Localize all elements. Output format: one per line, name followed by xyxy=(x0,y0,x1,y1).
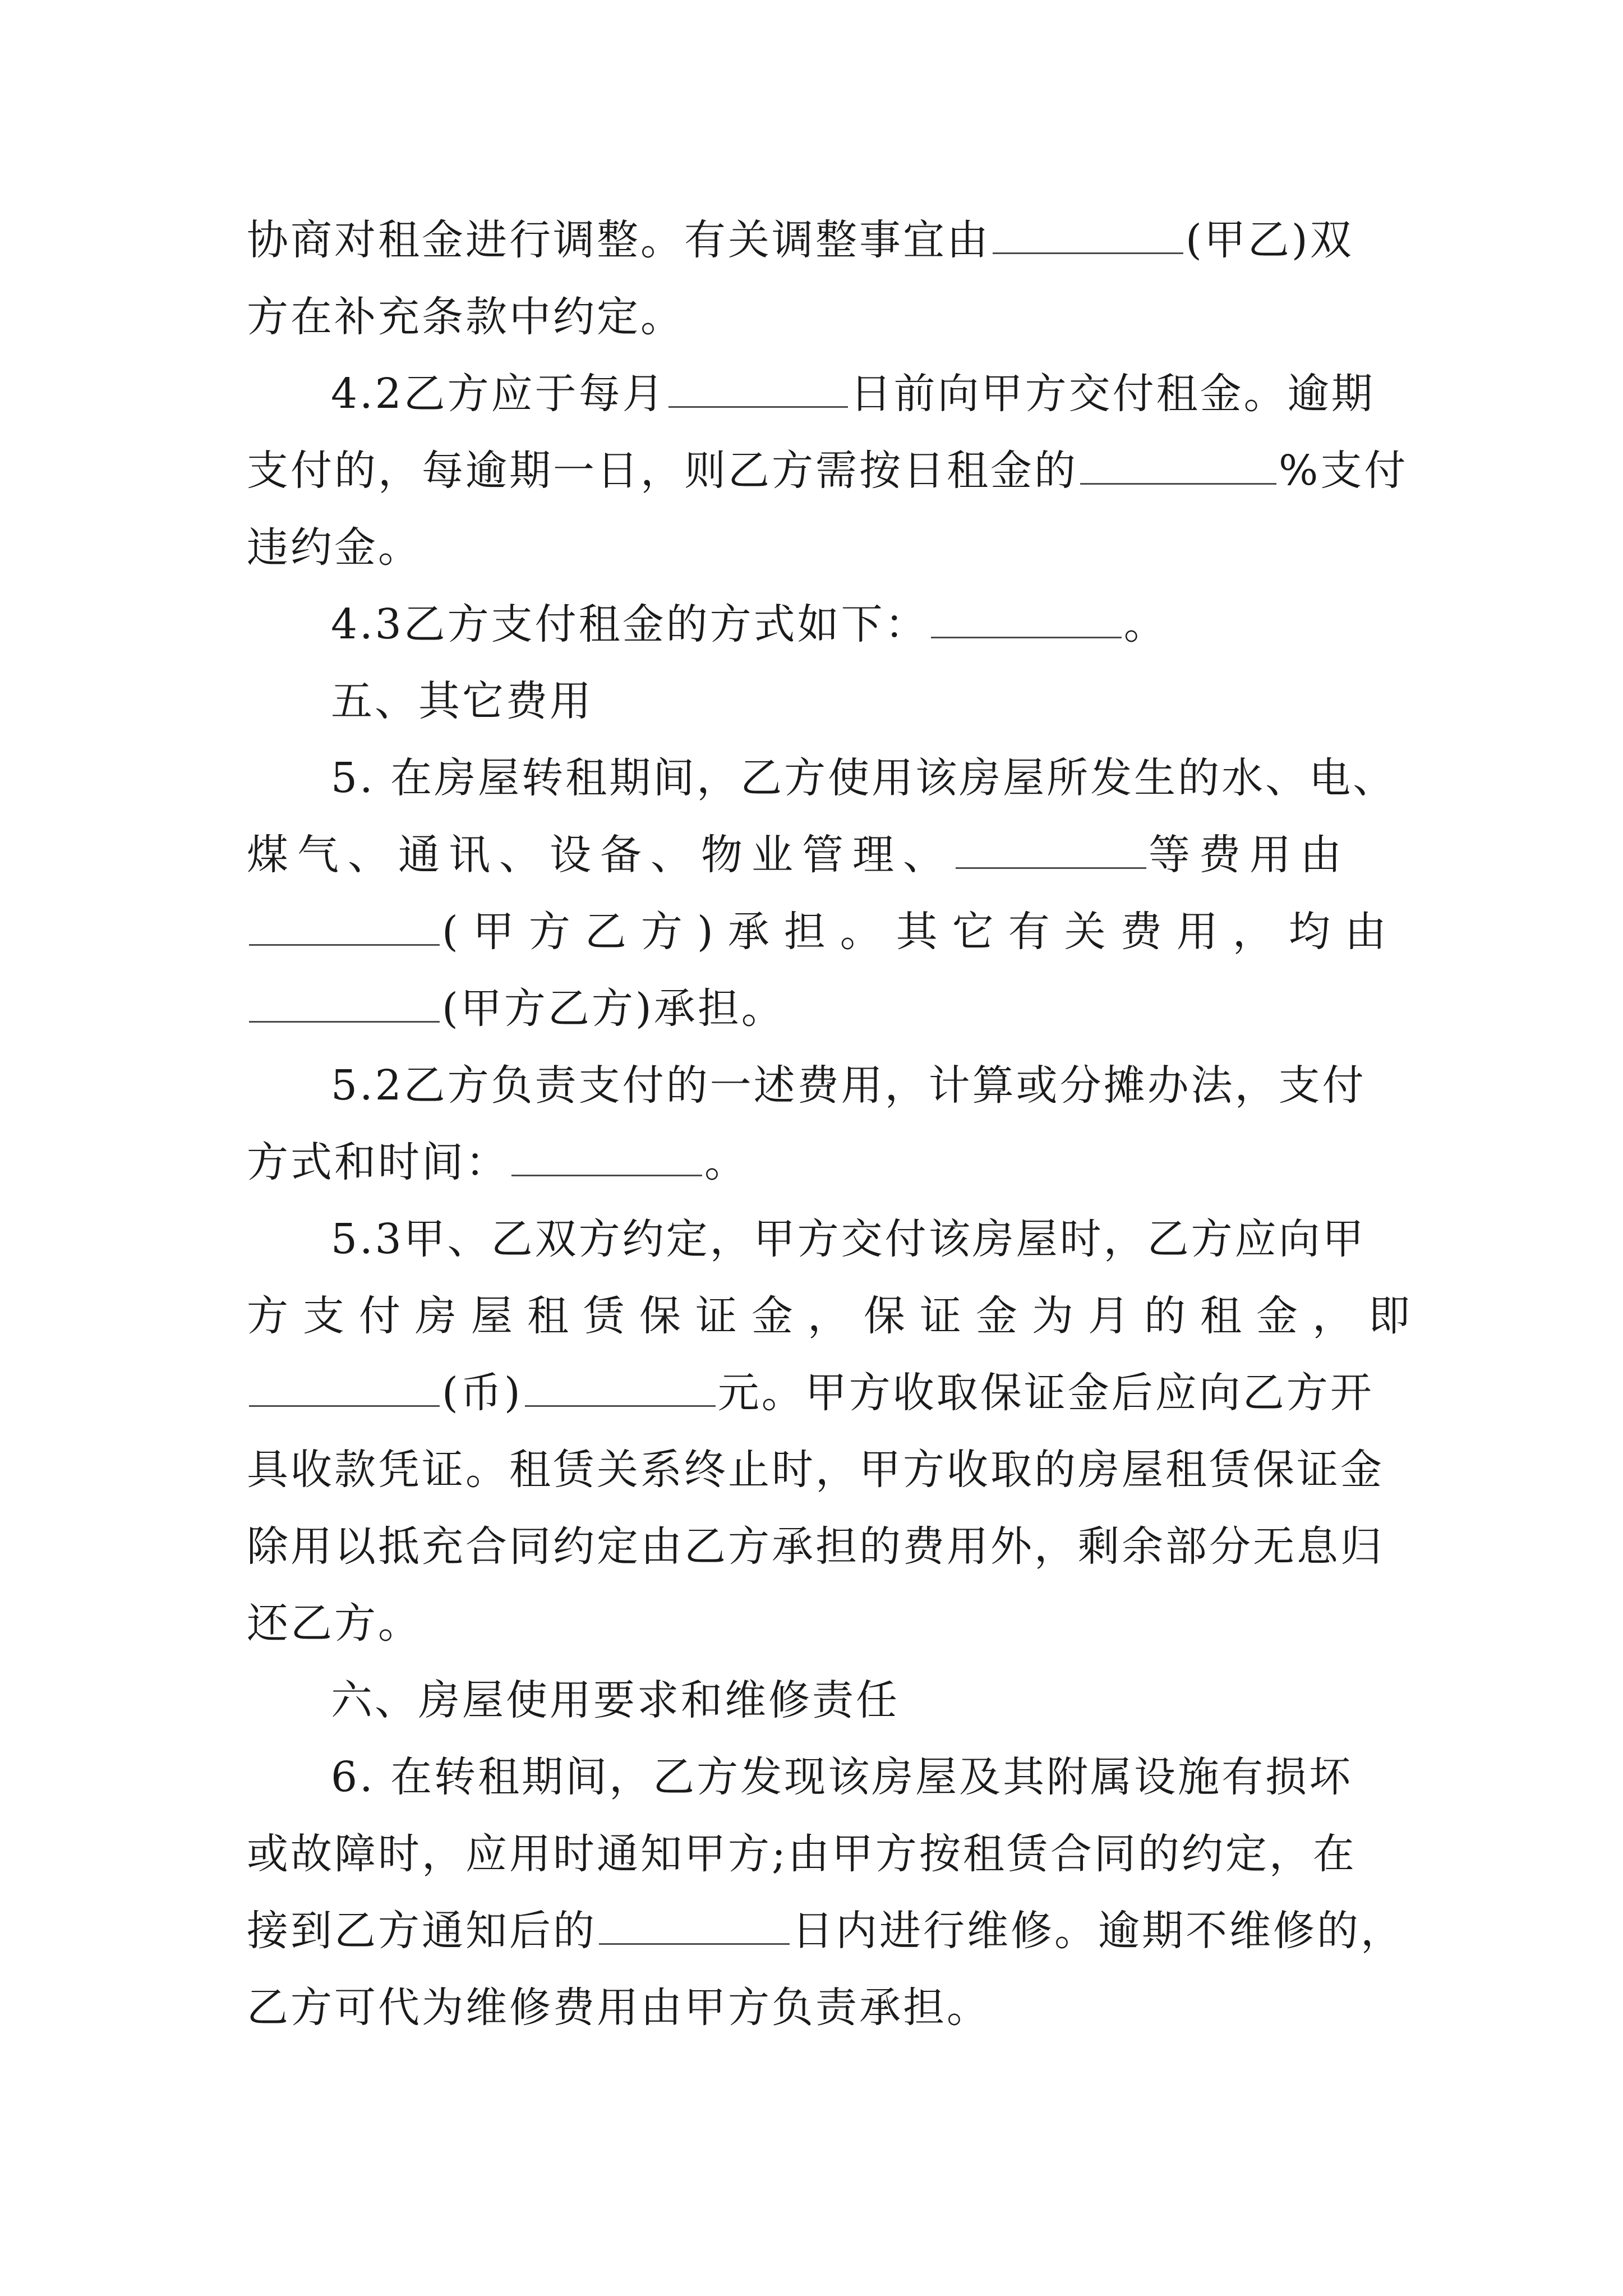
fill-in-blank[interactable] xyxy=(1080,449,1276,485)
section-heading xyxy=(247,663,1402,740)
line-text: (币) xyxy=(442,1369,523,1417)
text-line xyxy=(247,1047,1402,1124)
text-line xyxy=(247,1585,1402,1662)
text-line xyxy=(247,1355,1402,1432)
section-heading xyxy=(247,1662,1402,1739)
line-text: (甲乙)双 xyxy=(1186,216,1354,264)
line-text: 除用以抵充合同约定由乙方承担的费用外，剩余部分无息归 xyxy=(247,1522,1384,1571)
line-text: (甲方乙方)承担。其它有关费用，均由 xyxy=(442,908,1401,956)
text-line xyxy=(247,970,1402,1047)
line-text: (甲方乙方)承担。 xyxy=(442,984,785,1033)
text-line xyxy=(247,1508,1402,1585)
line-text: 方支付房屋租赁保证金，保证金为月的租金，即 xyxy=(247,1292,1424,1340)
text-line xyxy=(247,1893,1402,1970)
line-text: 违约金。 xyxy=(247,523,422,572)
fill-in-blank[interactable] xyxy=(249,987,440,1023)
fill-in-blank[interactable] xyxy=(931,603,1122,638)
line-text: 具收款凭证。租赁关系终止时，甲方收取的房屋租赁保证金 xyxy=(247,1446,1384,1494)
text-line xyxy=(247,1124,1402,1201)
text-line xyxy=(247,1816,1402,1893)
line-text: 方在补充条款中约定。 xyxy=(247,293,684,341)
line-text: 还乙方。 xyxy=(247,1599,422,1648)
line-text: 方式和时间： xyxy=(247,1138,509,1186)
fill-in-blank[interactable] xyxy=(249,1372,440,1407)
line-text: 5.2乙方负责支付的一述费用，计算或分摊办法，支付 xyxy=(331,1061,1366,1110)
fill-in-blank[interactable] xyxy=(599,1910,790,1945)
fill-in-blank[interactable] xyxy=(956,834,1146,869)
text-line xyxy=(247,1201,1402,1278)
text-line xyxy=(247,817,1402,894)
text-line xyxy=(247,740,1402,817)
text-line xyxy=(247,894,1402,970)
text-line xyxy=(247,1970,1402,2046)
line-text: 5.3甲、乙双方约定，甲方交付该房屋时，乙方应向甲 xyxy=(331,1215,1366,1263)
line-text: 。 xyxy=(704,1138,748,1186)
line-text: 支付的，每逾期一日，则乙方需按日租金的 xyxy=(247,447,1078,495)
line-text: 接到乙方通知后的 xyxy=(247,1907,597,1955)
line-text: 煤气、通讯、设备、物业管理、 xyxy=(247,831,953,879)
line-text: 等费用由 xyxy=(1149,831,1350,879)
line-text: 日内进行维修。逾期不维修的， xyxy=(792,1907,1404,1955)
line-text: 协商对租金进行调整。有关调整事宜由 xyxy=(247,216,990,264)
text-line xyxy=(247,586,1402,663)
fill-in-blank[interactable] xyxy=(249,910,440,946)
line-text: 6. 在转租期间，乙方发现该房屋及其附属设施有损坏 xyxy=(331,1753,1353,1801)
text-line xyxy=(247,1278,1424,1355)
fill-in-blank[interactable] xyxy=(668,372,848,408)
contract-body xyxy=(247,202,1424,2046)
text-line xyxy=(247,356,1402,432)
line-text: 或故障时，应用时通知甲方;由甲方按租赁合同的约定，在 xyxy=(247,1830,1357,1878)
line-text: 乙方可代为维修费用由甲方负责承担。 xyxy=(247,1984,990,2032)
text-line xyxy=(247,1739,1402,1816)
line-text: 5. 在房屋转租期间，乙方使用该房屋所发生的水、电、 xyxy=(331,754,1397,802)
fill-in-blank[interactable] xyxy=(511,1141,702,1176)
text-line xyxy=(247,202,1402,279)
line-text: 4.3乙方支付租金的方式如下： xyxy=(331,600,929,648)
text-line xyxy=(247,509,1402,586)
line-text: 元。甲方收取保证金后应向乙方开 xyxy=(717,1369,1374,1417)
text-line xyxy=(247,1432,1402,1508)
heading-text: 六、房屋使用要求和维修责任 xyxy=(331,1676,900,1724)
heading-text: 五、其它费用 xyxy=(331,677,593,725)
line-text: 日前向甲方交付租金。逾期 xyxy=(850,370,1375,418)
fill-in-blank[interactable] xyxy=(993,219,1183,254)
line-text: 。 xyxy=(1123,600,1168,648)
line-text: %支付 xyxy=(1279,447,1408,495)
line-text: 4.2乙方应于每月 xyxy=(331,370,666,418)
fill-in-blank[interactable] xyxy=(525,1372,716,1407)
text-line xyxy=(247,279,1402,356)
text-line xyxy=(247,432,1408,509)
